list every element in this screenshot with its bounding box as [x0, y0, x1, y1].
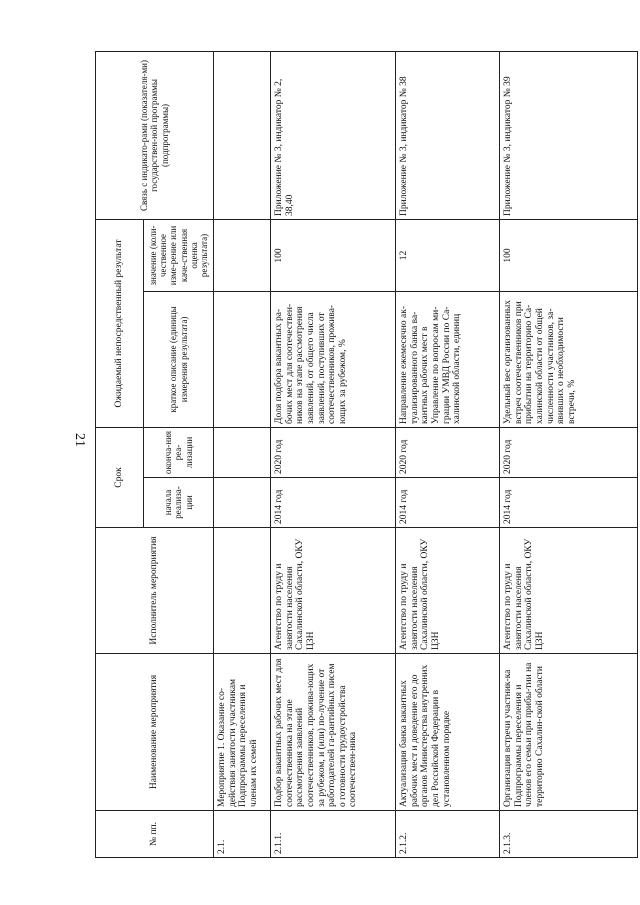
table-row	[271, 51, 396, 857]
cell-link: Приложение № 3, индикатор № 39	[500, 51, 638, 219]
cell-num: 2.1.1.	[271, 811, 396, 858]
table-row	[500, 51, 638, 857]
cell-end: 2020 год	[271, 427, 396, 477]
cell-name: Актуализация банка вакантных рабочих мест и доведение его до органов Министерства внутренних дел Российской Федерации в установленном порядке	[396, 654, 500, 811]
header-term-end: оконча-ния реа-лизации	[144, 427, 214, 477]
cell-end: 2020 год	[396, 427, 500, 477]
cell-value: 100	[500, 219, 638, 291]
cell-num: 2.1.3.	[500, 811, 638, 858]
cell-executor: Агентство по труду и занятости населения Сахалинской области, ОКУ ЦЗН	[396, 528, 500, 654]
header-term: Срок	[96, 427, 144, 527]
cell-num: 2.1.	[214, 811, 271, 858]
cell-executor: Агентство по труду и занятости населения Сахалинской области, ОКУ ЦЗН	[500, 528, 638, 654]
page-number: 21	[72, 433, 87, 447]
cell-desc	[214, 291, 271, 427]
cell-link: Приложение № 3, индикатор № 2, 38,40	[271, 51, 396, 219]
rotated-page	[95, 52, 637, 858]
cell-link	[214, 51, 271, 219]
cell-name: Организация встречи участник-ка Подпрограммы переселения и членов его семьи при прибы-тии на территорию Сахалин-ской области	[500, 654, 638, 811]
header-row	[96, 51, 144, 857]
cell-start: 2014 год	[396, 478, 500, 528]
cell-name: Мероприятие 1. Оказание со-действия занятости участникам Подпрограммы переселения и членам их семей	[214, 654, 271, 811]
header-name: Наименование мероприятия	[96, 654, 214, 811]
cell-name: Подбор вакантных рабочих мест для соотечественника на этапе рассмотрения заявлений соотечественников, прожива-ющих за рубежом, и (или) по-лучение от работодателей га-рантийных писем о готовности трудоустройства соотечествен-ника	[271, 654, 396, 811]
cell-end	[214, 427, 271, 477]
cell-end: 2020 год	[500, 427, 638, 477]
cell-start: 2014 год	[271, 478, 396, 528]
header-term-start: начала реализа-ции	[144, 478, 214, 528]
header-expected: Ожидаемый непосредственный результат	[96, 219, 144, 427]
header-executor: Исполнитель мероприятия	[96, 528, 214, 654]
cell-value: 12	[396, 219, 500, 291]
cell-value	[214, 219, 271, 291]
table-row	[396, 51, 500, 857]
table-row	[214, 51, 271, 857]
cell-num: 2.1.2.	[396, 811, 500, 858]
cell-desc: Доля подбора вакантных ра-бочих мест для соотечествен-ников на этапе рассмотрения заявлений, от общего числа заявлений, поступивших от соотечественников, прожива-ющих за рубежом, %	[271, 291, 396, 427]
measures-table	[95, 51, 638, 858]
header-expected-desc: краткое описание (единицы измерения результата)	[144, 291, 214, 427]
header-expected-value: значение (коли-чественное изме-рение или каче-ственная оценка результата)	[144, 219, 214, 291]
cell-executor	[214, 528, 271, 654]
cell-value: 100	[271, 219, 396, 291]
cell-executor: Агентство по труду и занятости населения Сахалинской области, ОКУ ЦЗН	[271, 528, 396, 654]
header-link: Связь с индикато-рами (показателя-ми) государствен-ной программы (подпрограммы)	[96, 51, 214, 219]
cell-desc: Направление ежемесячно ак-туализированного банка ва-кантных рабочих мест в Управление по вопросам ми-грации УМВД России по Са-халинской области, единиц	[396, 291, 500, 427]
cell-link: Приложение № 3, индикатор № 38	[396, 51, 500, 219]
cell-start	[214, 478, 271, 528]
cell-desc: Удельный вес организованных встреч соотечественников при прибытии на территорию Са-халинской области от общей численности участников, за-явивших о необходимости встречи, %	[500, 291, 638, 427]
header-num: № пп.	[96, 811, 214, 858]
cell-start: 2014 год	[500, 478, 638, 528]
